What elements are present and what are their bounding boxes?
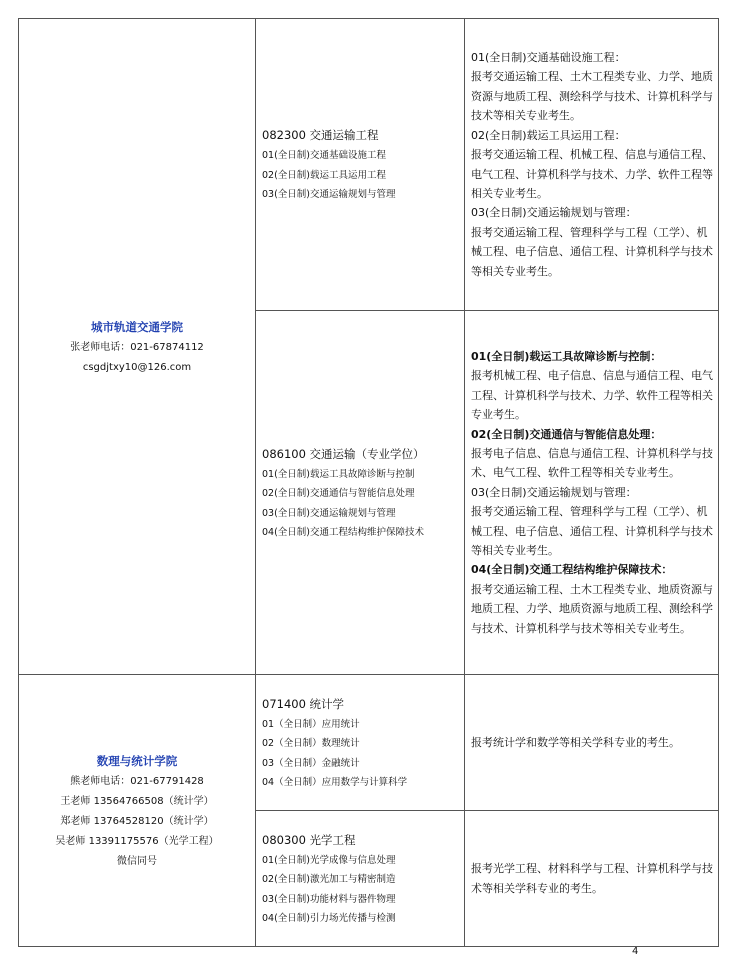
research-direction: 04（全日制）应用数学与计算科学 <box>262 777 408 788</box>
research-direction: 03(全日制)交通运输规划与管理 <box>262 507 396 519</box>
admissions-table <box>18 18 719 947</box>
research-direction: 03（全日制）金融统计 <box>262 757 360 769</box>
requirement-title: 03(全日制)交通运输规划与管理： <box>471 485 637 499</box>
requirement-body: 报考电子信息、信息与通信工程、计算机科学与技术、电气工程、软件工程等相关专业考生。 <box>471 446 713 480</box>
requirement-body: 报考交通运输工程、机械工程、信息与通信工程、电气工程、计算机科学与技术、力学、软件工程等相关专业考生。 <box>471 148 713 200</box>
college-contact: 王老师 13564766508（统计学） <box>60 795 214 807</box>
major-title: 080300 光学工程 <box>262 832 356 847</box>
research-direction: 02（全日制）数理统计 <box>262 738 360 749</box>
requirement-body: 报考统计学和数学等相关学科专业的考生。 <box>471 735 680 749</box>
requirement-title: 02(全日制)交通通信与智能信息处理： <box>471 427 662 441</box>
requirement-title: 03(全日制)交通运输规划与管理： <box>471 206 637 220</box>
research-direction: 04(全日制)引力场光传播与检测 <box>262 913 396 924</box>
research-direction: 01(全日制)载运工具故障诊断与控制 <box>262 468 415 480</box>
research-direction: 02(全日制)载运工具运用工程 <box>262 169 387 181</box>
requirement-body: 报考机械工程、电子信息、信息与通信工程、电气工程、计算机科学与技术、力学、软件工程等相关专业考生。 <box>471 369 713 422</box>
table-row <box>19 19 719 311</box>
table-row <box>19 675 719 811</box>
requirement-title: 02(全日制)载运工具运用工程： <box>471 128 626 142</box>
research-direction: 04(全日制)交通工程结构维护保障技术 <box>262 527 425 538</box>
college-contact: 郑老师 13764528120（统计学） <box>60 815 214 827</box>
requirement-cell <box>465 675 719 811</box>
college-contact: csgdjtxy10@126.com <box>82 361 192 373</box>
requirement-body: 报考光学工程、材料科学与工程、计算机科学与技术等相关学科专业的考生。 <box>471 862 713 895</box>
requirement-title: 01(全日制)交通基础设施工程： <box>471 51 626 65</box>
research-direction: 02(全日制)交通通信与智能信息处理 <box>262 488 415 499</box>
requirement-cell <box>465 811 719 947</box>
research-direction: 01(全日制)光学成像与信息处理 <box>262 854 396 866</box>
requirement-cell <box>465 19 719 311</box>
research-direction: 02(全日制)激光加工与精密制造 <box>262 874 396 885</box>
major-cell <box>256 311 465 675</box>
research-direction: 03(全日制)交通运输规划与管理 <box>262 189 396 201</box>
requirement-title: 04(全日制)交通工程结构维护保障技术： <box>471 563 673 577</box>
major-title: 082300 交通运输工程 <box>262 128 379 143</box>
requirement-title: 01(全日制)载运工具故障诊断与控制： <box>471 349 662 363</box>
college-cell <box>19 19 256 675</box>
requirement-body: 报考交通运输工程、管理科学与工程（工学）、机械工程、电子信息、通信工程、计算机科学与技术等相关专业考生。 <box>471 505 713 558</box>
research-direction: 01（全日制）应用统计 <box>262 718 360 730</box>
requirement-cell <box>465 311 719 675</box>
college-contact: 微信同号 <box>117 855 157 867</box>
college-name: 城市轨道交通学院 <box>91 319 183 334</box>
college-name: 数理与统计学院 <box>96 753 178 768</box>
college-cell <box>19 675 256 947</box>
research-direction: 01(全日制)交通基础设施工程 <box>262 150 387 162</box>
college-contact: 张老师电话：021-67874112 <box>70 341 204 353</box>
major-cell <box>256 675 465 811</box>
page-number: 4 <box>632 946 639 957</box>
research-direction: 03(全日制)功能材料与器件物理 <box>262 893 396 905</box>
college-contact: 吴老师 13391175576（光学工程） <box>55 835 219 847</box>
major-cell <box>256 811 465 947</box>
major-cell <box>256 19 465 311</box>
college-contact: 熊老师电话：021-67791428 <box>70 775 204 787</box>
requirement-body: 报考交通运输工程、土木工程类专业、地质资源与地质工程、力学、地质资源与地质工程、测绘科学与技术、计算机科学与技术等相关专业考生。 <box>471 582 713 635</box>
major-title: 071400 统计学 <box>262 696 345 711</box>
major-title: 086100 交通运输（专业学位） <box>262 446 425 461</box>
requirement-body: 报考交通运输工程、管理科学与工程（工学）、机械工程、电子信息、通信工程、计算机科学与技术等相关专业考生。 <box>471 225 713 278</box>
requirement-body: 报考交通运输工程、土木工程类专业、力学、地质资源与地质工程、测绘科学与技术、计算机科学与技术等相关专业考生。 <box>471 70 713 123</box>
